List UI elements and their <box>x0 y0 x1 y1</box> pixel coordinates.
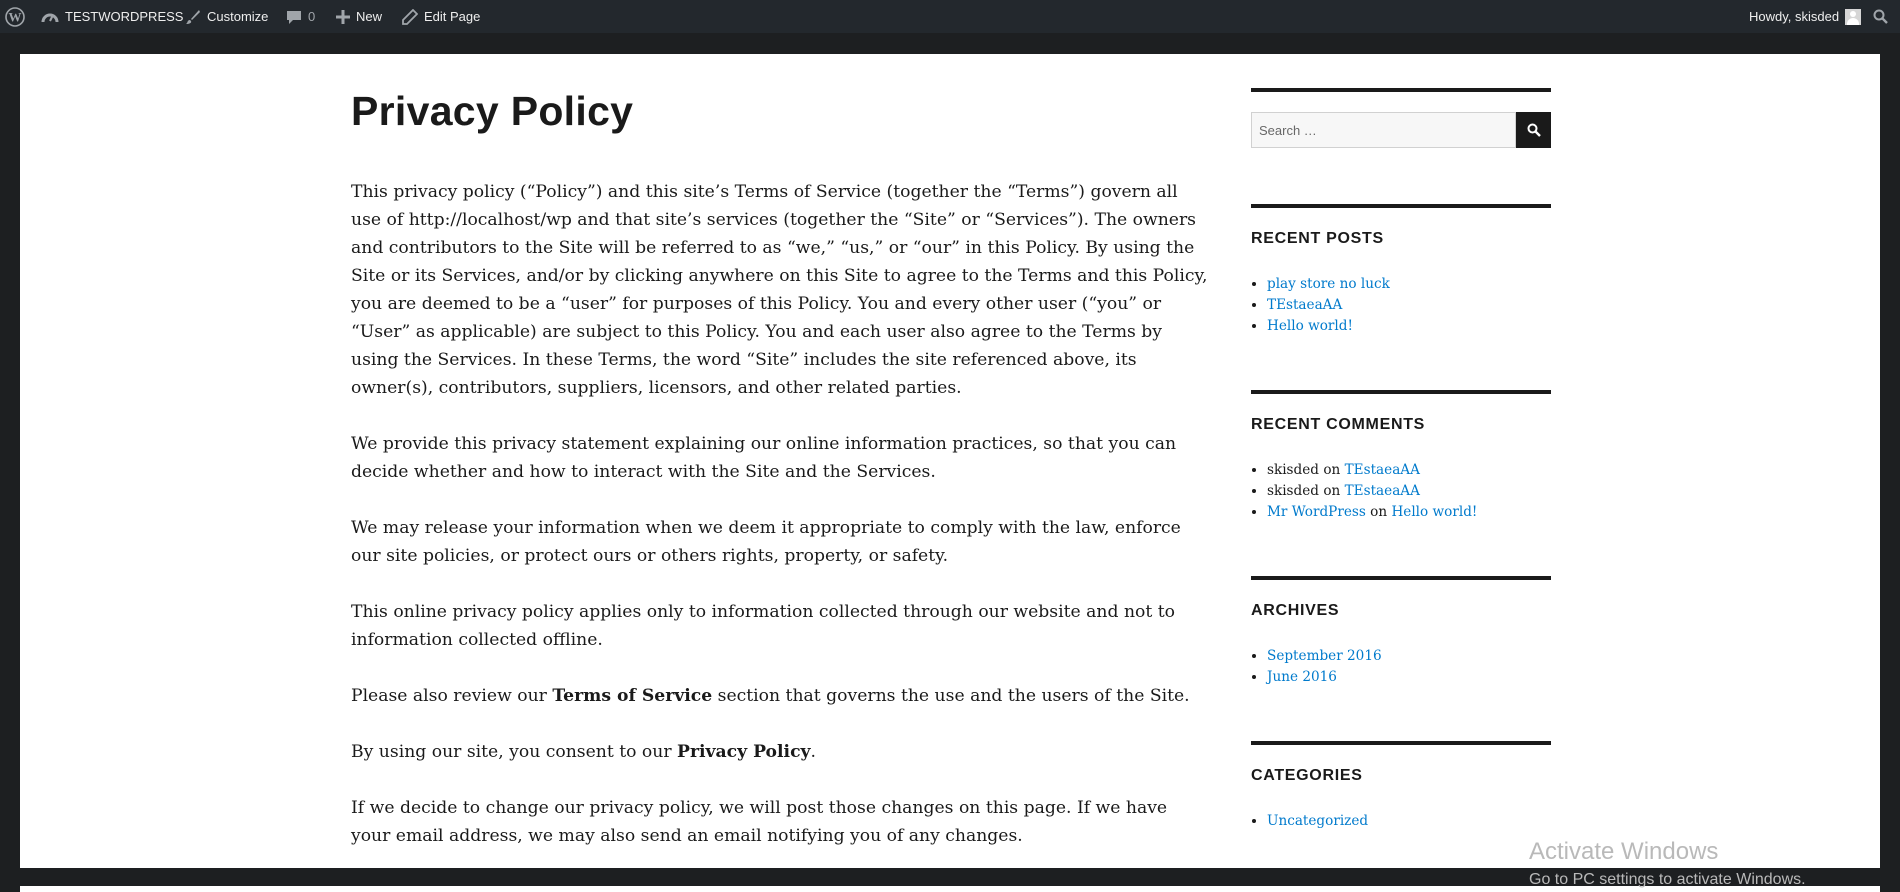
list-item <box>1267 667 1551 688</box>
category-link[interactable]: Uncategorized <box>1267 813 1369 829</box>
text-span: . <box>810 742 817 762</box>
on-text: on <box>1370 504 1388 520</box>
paragraph: This online privacy policy applies only to information collected through our website and not to information collected offline. <box>351 602 1175 650</box>
text-span: Please also review our <box>351 686 553 706</box>
paragraph <box>351 682 1211 710</box>
text-span: section that governs the use and the users of the Site. <box>712 686 1190 706</box>
list-item <box>1267 316 1551 337</box>
list-item <box>1267 460 1551 481</box>
list-item <box>1267 295 1551 316</box>
comment-bubble-icon <box>286 9 302 25</box>
comment-post-link[interactable]: TEstaeaAA <box>1344 462 1420 478</box>
text-span: By using our site, you consent to our <box>351 742 678 762</box>
terms-of-service-bold: Terms of Service <box>552 686 713 706</box>
search-input[interactable] <box>1251 112 1516 148</box>
activate-windows-watermark <box>1529 838 1806 889</box>
recent-comments-list <box>1251 460 1551 523</box>
list-item <box>1267 274 1551 295</box>
on-text: on <box>1323 462 1341 478</box>
site-name: TESTWORDPRESS <box>65 9 184 24</box>
categories-list <box>1251 811 1551 832</box>
my-account-menu[interactable] <box>1749 0 1861 33</box>
page-title: Privacy Policy <box>351 88 634 134</box>
search-button[interactable] <box>1516 112 1551 148</box>
post-link[interactable]: Hello world! <box>1267 318 1353 334</box>
archives-list <box>1251 646 1551 688</box>
widget-title: RECENT COMMENTS <box>1251 416 1426 433</box>
post-link[interactable]: TEstaeaAA <box>1267 297 1343 313</box>
howdy-text: Howdy, skisded <box>1749 9 1840 24</box>
categories-widget <box>1251 741 1551 832</box>
page-container <box>20 54 1880 868</box>
paragraph: This privacy policy (“Policy”) and this site’s Terms of Service (together the “Terms”) govern all use of http://localhost/wp and that site’s services (together the “Site” or “Services”). The owners and contributors to the Site will be referred to as “we,” “us,” or “our” in this Policy. By using the Site or its Services, and/or by clicking anywhere on this Site to agree to the Terms and this Policy, you are deemed to be a “user” for purposes of this Policy. You and every other user (“you” or “User” as applicable) are subject to this Policy. You and each user also agree to the Terms by using the Services. In these Terms, the word “Site” includes the site referenced above, its owner(s), contributors, suppliers, licensors, and other related parties. <box>351 182 1208 398</box>
archives-widget <box>1251 576 1551 688</box>
list-item <box>1267 481 1551 502</box>
widget-title: ARCHIVES <box>1251 602 1340 619</box>
paragraph: If we decide to change our privacy policy, we will post those changes on this page. If we have your email address, we may also send an email notifying you of any changes. <box>351 798 1168 846</box>
on-text: on <box>1323 483 1341 499</box>
pencil-icon <box>402 9 418 25</box>
recent-posts-list <box>1251 274 1551 337</box>
watermark-subtitle: Go to PC settings to activate Windows. <box>1529 871 1806 888</box>
search-widget <box>1251 88 1551 148</box>
list-item <box>1267 811 1551 832</box>
list-item <box>1267 646 1551 667</box>
site-name-menu[interactable] <box>41 0 183 33</box>
customize-label: Customize <box>207 9 269 24</box>
search-icon <box>1527 123 1541 137</box>
admin-bar <box>0 0 1900 33</box>
customize-link[interactable] <box>185 0 268 33</box>
comment-author-link[interactable]: Mr WordPress <box>1267 504 1366 520</box>
edit-page-link[interactable] <box>402 0 480 33</box>
svg-text:W: W <box>8 9 22 24</box>
comments-link[interactable] <box>286 0 315 33</box>
recent-comments-widget <box>1251 390 1551 523</box>
comment-post-link[interactable]: Hello world! <box>1391 504 1478 520</box>
recent-posts-widget <box>1251 204 1551 337</box>
paragraph: We provide this privacy statement explaining our online information practices, so that you can decide whether and how to interact with the Site and the Services. <box>351 434 1177 482</box>
plus-icon <box>336 10 350 24</box>
wordpress-logo-icon <box>5 7 25 27</box>
post-link[interactable]: play store no luck <box>1267 276 1390 292</box>
avatar <box>1845 9 1861 25</box>
widget-title: RECENT POSTS <box>1251 230 1384 247</box>
comment-post-link[interactable]: TEstaeaAA <box>1344 483 1420 499</box>
new-label: New <box>356 9 383 24</box>
comments-count: 0 <box>308 9 316 24</box>
privacy-policy-bold: Privacy Policy <box>677 742 811 762</box>
search-form <box>1251 112 1551 148</box>
paragraph: We may release your information when we deem it appropriate to comply with the law, enforce our site policies, or protect ours or others rights, property, or safety. <box>351 518 1181 566</box>
edit-page-label: Edit Page <box>424 9 481 24</box>
archive-link[interactable]: September 2016 <box>1267 648 1382 664</box>
dashboard-icon <box>41 9 59 25</box>
search-icon <box>1873 9 1888 24</box>
comment-author: skisded <box>1267 462 1319 478</box>
archive-link[interactable]: June 2016 <box>1267 669 1337 685</box>
paintbrush-icon <box>185 9 201 25</box>
page-content <box>351 178 1211 868</box>
comment-author: skisded <box>1267 483 1319 499</box>
paragraph <box>351 738 1211 766</box>
list-item <box>1267 502 1551 523</box>
watermark-title: Activate Windows <box>1529 838 1719 865</box>
wordpress-logo-menu[interactable] <box>5 0 25 33</box>
admin-bar-search[interactable] <box>1873 0 1888 33</box>
new-content-menu[interactable] <box>336 0 382 33</box>
widget-title: CATEGORIES <box>1251 767 1363 784</box>
